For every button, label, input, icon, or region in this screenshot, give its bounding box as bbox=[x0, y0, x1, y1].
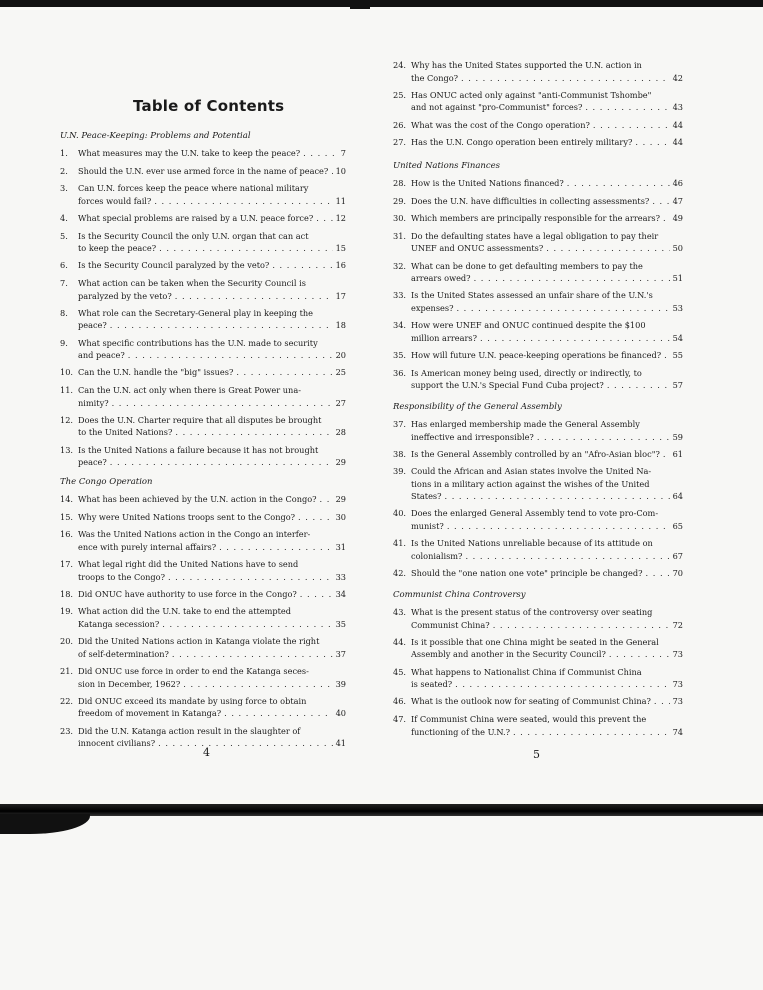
leader-dots bbox=[465, 550, 669, 563]
toc-entry[interactable] bbox=[393, 89, 683, 114]
entry-number: 29. bbox=[393, 195, 407, 206]
leader-dots bbox=[168, 571, 333, 584]
leader-dots bbox=[224, 707, 332, 720]
entry-page-number: 44 bbox=[672, 119, 683, 130]
toc-entry[interactable] bbox=[60, 230, 346, 255]
entry-question: paralyzed by the veto? bbox=[78, 290, 172, 301]
entry-question: What action can be taken when the Security Council is bbox=[78, 278, 306, 288]
toc-entry[interactable] bbox=[60, 493, 346, 506]
leader-dots bbox=[316, 212, 332, 225]
toc-entry[interactable] bbox=[393, 418, 683, 443]
entry-page-number: 67 bbox=[672, 550, 683, 561]
entry-page-number: 65 bbox=[672, 520, 683, 531]
page-title: Table of Contents bbox=[133, 97, 285, 115]
entry-question: What measures may the U.N. take to keep the peace? bbox=[78, 148, 301, 158]
entry-number: 33. bbox=[393, 290, 407, 301]
entry-page-number: 35 bbox=[335, 618, 346, 629]
toc-entry[interactable] bbox=[60, 337, 346, 362]
entry-page-number: 31 bbox=[335, 541, 346, 552]
leader-dots bbox=[298, 511, 333, 524]
entry-question: innocent civilians? bbox=[78, 738, 156, 749]
entry-number: 6. bbox=[60, 260, 68, 271]
entry-number: 5. bbox=[60, 230, 68, 241]
leader-dots bbox=[607, 379, 670, 392]
entry-question: If Communist China were seated, would this prevent the bbox=[411, 714, 647, 724]
entry-question: What is the outlook now for seating of Communist China? bbox=[411, 696, 651, 707]
toc-entry[interactable] bbox=[393, 212, 683, 225]
entry-question: Katanga secession? bbox=[78, 618, 160, 629]
toc-entry[interactable] bbox=[393, 567, 683, 580]
toc-entry[interactable] bbox=[60, 665, 346, 690]
entry-page-number: 33 bbox=[335, 571, 346, 582]
entry-number: 18. bbox=[60, 588, 74, 599]
entry-question: to keep the peace? bbox=[78, 243, 157, 254]
entry-page-number: 42 bbox=[672, 72, 683, 83]
entry-question: Was the United Nations action in the Congo an interfer- bbox=[78, 529, 311, 540]
toc-entry[interactable] bbox=[60, 147, 346, 160]
entry-question: Does the U.N. Charter require that all disputes be brought bbox=[78, 414, 322, 425]
toc-entry[interactable] bbox=[393, 319, 683, 344]
entry-page-number: 49 bbox=[672, 213, 683, 224]
entry-question: Why has the United States supported the U.N. action in bbox=[411, 60, 642, 70]
entry-question: What happens to Nationalist China if Communist China bbox=[411, 666, 642, 677]
entry-question: States? bbox=[411, 491, 442, 502]
entry-page-number: 51 bbox=[672, 273, 683, 284]
leader-dots bbox=[331, 165, 332, 178]
toc-entry[interactable] bbox=[393, 367, 683, 392]
toc-entry[interactable] bbox=[393, 195, 683, 208]
entry-number: 37. bbox=[393, 419, 407, 429]
toc-entry[interactable] bbox=[393, 177, 683, 190]
entry-page-number: 11 bbox=[335, 195, 346, 206]
entry-number: 14. bbox=[60, 494, 74, 504]
entry-page-number: 73 bbox=[672, 679, 683, 690]
toc-entry[interactable] bbox=[60, 558, 346, 583]
entry-number: 38. bbox=[393, 448, 407, 459]
entry-question: and not against "pro-Communist" forces? bbox=[411, 102, 583, 113]
leader-dots bbox=[546, 242, 669, 255]
leader-dots bbox=[654, 695, 670, 708]
entry-number: 3. bbox=[60, 183, 68, 194]
leader-dots bbox=[110, 456, 333, 469]
entry-page-number: 17 bbox=[335, 290, 346, 301]
bottom-edge-curl bbox=[0, 814, 90, 834]
entry-number: 16. bbox=[60, 529, 74, 540]
entry-page-number: 57 bbox=[672, 380, 683, 391]
entry-question: tions in a military action against the wishes of the United bbox=[411, 478, 650, 489]
entry-question: Is the Security Council the only U.N. organ that can act bbox=[78, 230, 309, 241]
entry-page-number: 30 bbox=[335, 511, 346, 522]
leader-dots bbox=[480, 332, 670, 345]
leader-dots bbox=[300, 588, 333, 601]
section-heading: Responsibility of the General Assembly bbox=[393, 402, 562, 412]
entry-number: 25. bbox=[393, 89, 407, 100]
leader-dots bbox=[175, 426, 332, 439]
entry-number: 31. bbox=[393, 230, 407, 241]
toc-entry[interactable] bbox=[393, 636, 683, 661]
entry-number: 39. bbox=[393, 466, 407, 477]
leader-dots bbox=[128, 349, 333, 362]
entry-page-number: 7 bbox=[340, 148, 346, 158]
entry-question: Which members are principally responsible for the arrears? bbox=[411, 213, 660, 224]
entry-question: ineffective and irresponsible? bbox=[411, 431, 534, 442]
leader-dots bbox=[303, 147, 338, 160]
toc-entry[interactable] bbox=[60, 414, 346, 439]
entry-question: Is American money being used, directly or indirectly, to bbox=[411, 367, 642, 378]
toc-entry[interactable] bbox=[60, 444, 346, 469]
entry-page-number: 41 bbox=[335, 738, 346, 749]
entry-number: 36. bbox=[393, 367, 407, 378]
entry-number: 4. bbox=[60, 213, 68, 223]
entry-question: and peace? bbox=[78, 350, 125, 361]
entry-number: 1. bbox=[60, 148, 68, 158]
entry-question: Did ONUC exceed its mandate by using force to obtain bbox=[78, 695, 307, 706]
entry-question: What legal right did the United Nations have to send bbox=[78, 559, 299, 569]
bottom-edge-bar bbox=[0, 804, 763, 816]
entry-number: 13. bbox=[60, 444, 74, 455]
toc-entry[interactable] bbox=[60, 307, 346, 332]
entry-number: 2. bbox=[60, 165, 68, 176]
toc-entry[interactable] bbox=[60, 165, 346, 178]
entry-question: Is it possible that one China might be seated in the General bbox=[411, 636, 659, 647]
entry-question: ence with purely internal affairs? bbox=[78, 541, 217, 552]
entry-question: What action did the U.N. take to end the attempted bbox=[78, 606, 292, 617]
entry-page-number: 39 bbox=[335, 678, 346, 689]
entry-number: 40. bbox=[393, 508, 407, 519]
toc-entry[interactable] bbox=[60, 277, 346, 302]
entry-number: 11. bbox=[60, 385, 74, 395]
entry-page-number: 61 bbox=[672, 448, 683, 459]
entry-question: Is the United Nations unreliable because of its attitude on bbox=[411, 538, 653, 549]
toc-entry[interactable] bbox=[393, 289, 683, 314]
toc-entry[interactable] bbox=[60, 635, 346, 660]
entry-page-number: 34 bbox=[335, 588, 346, 599]
entry-number: 43. bbox=[393, 607, 407, 617]
entry-page-number: 18 bbox=[335, 320, 346, 331]
entry-question: Could the African and Asian states involve the United Na- bbox=[411, 466, 652, 477]
toc-entry[interactable] bbox=[60, 695, 346, 720]
entry-question: Should the "one nation one vote" principle be changed? bbox=[411, 568, 643, 578]
entry-question: Can the U.N. act only when there is Great Power una- bbox=[78, 385, 301, 395]
entry-page-number: 12 bbox=[335, 213, 346, 223]
entry-question: functioning of the U.N.? bbox=[411, 726, 510, 737]
leader-dots bbox=[513, 726, 670, 739]
leader-dots bbox=[112, 397, 333, 410]
leader-dots bbox=[567, 177, 670, 190]
entry-question: forces would fail? bbox=[78, 195, 152, 206]
entry-question: to the United Nations? bbox=[78, 427, 173, 438]
entry-number: 46. bbox=[393, 696, 407, 707]
entry-number: 21. bbox=[60, 666, 74, 676]
toc-entry[interactable] bbox=[60, 511, 346, 524]
entry-page-number: 29 bbox=[335, 457, 346, 468]
entry-page-number: 53 bbox=[672, 302, 683, 313]
entry-question: the Congo? bbox=[411, 72, 459, 83]
toc-entry[interactable] bbox=[393, 537, 683, 562]
entry-question: troops to the Congo? bbox=[78, 571, 165, 582]
entry-number: 27. bbox=[393, 137, 407, 148]
leader-dots bbox=[172, 648, 333, 661]
entry-number: 44. bbox=[393, 636, 407, 647]
top-edge-bar bbox=[0, 0, 763, 7]
entry-question: colonialism? bbox=[411, 550, 463, 561]
leader-dots bbox=[162, 618, 332, 631]
left-page-number: 4 bbox=[203, 746, 210, 759]
toc-entry[interactable] bbox=[393, 136, 683, 149]
leader-dots bbox=[154, 195, 332, 208]
leader-dots bbox=[159, 242, 332, 255]
entry-number: 15. bbox=[60, 511, 74, 522]
entry-page-number: 40 bbox=[335, 708, 346, 719]
entry-question: Is the United States assessed an unfair share of the U.N.'s bbox=[411, 290, 653, 301]
entry-number: 12. bbox=[60, 414, 74, 425]
leader-dots bbox=[664, 349, 669, 362]
entry-number: 17. bbox=[60, 559, 74, 569]
entry-page-number: 16 bbox=[335, 260, 346, 271]
entry-page-number: 27 bbox=[335, 397, 346, 408]
leader-dots bbox=[663, 448, 670, 461]
top-edge-notch bbox=[350, 5, 370, 9]
entry-page-number: 73 bbox=[672, 696, 683, 707]
toc-entry[interactable] bbox=[393, 713, 683, 738]
entry-question: expenses? bbox=[411, 302, 454, 313]
leader-dots bbox=[445, 490, 670, 503]
leader-dots bbox=[320, 493, 333, 506]
leader-dots bbox=[455, 678, 669, 691]
entry-page-number: 50 bbox=[672, 243, 683, 254]
entry-page-number: 20 bbox=[335, 350, 346, 361]
entry-page-number: 64 bbox=[672, 491, 683, 502]
entry-question: million arrears? bbox=[411, 332, 477, 343]
leader-dots bbox=[110, 319, 333, 332]
section-heading: United Nations Finances bbox=[393, 161, 501, 171]
entry-number: 28. bbox=[393, 178, 407, 188]
entry-question: Does the enlarged General Assembly tend to vote pro-Com- bbox=[411, 508, 659, 519]
entry-page-number: 25 bbox=[335, 367, 346, 378]
entry-question: Did the U.N. Katanga action result in the slaughter of bbox=[78, 725, 301, 736]
entry-question: What has been achieved by the U.N. action in the Congo? bbox=[78, 494, 317, 504]
entry-question: Do the defaulting states have a legal obligation to pay their bbox=[411, 230, 659, 241]
toc-entry[interactable] bbox=[393, 349, 683, 362]
entry-question: Communist China? bbox=[411, 619, 490, 630]
entry-number: 22. bbox=[60, 695, 74, 706]
toc-entry[interactable] bbox=[393, 59, 683, 84]
entry-question: nimity? bbox=[78, 397, 109, 408]
entry-number: 26. bbox=[393, 119, 407, 130]
entry-question: How is the United Nations financed? bbox=[411, 178, 564, 188]
entry-question: Did ONUC have authority to use force in the Congo? bbox=[78, 588, 297, 599]
entry-question: munist? bbox=[411, 520, 444, 531]
entry-question: Can U.N. forces keep the peace where national military bbox=[78, 183, 309, 194]
leader-dots bbox=[175, 290, 333, 303]
entry-question: Has the U.N. Congo operation been entirely military? bbox=[411, 137, 633, 148]
leader-dots bbox=[635, 136, 669, 149]
toc-entry[interactable] bbox=[60, 528, 346, 553]
entry-number: 35. bbox=[393, 350, 407, 360]
toc-entry[interactable] bbox=[393, 666, 683, 691]
entry-number: 9. bbox=[60, 337, 68, 348]
entry-number: 34. bbox=[393, 320, 407, 331]
entry-number: 24. bbox=[393, 60, 407, 70]
leader-dots bbox=[646, 567, 670, 580]
entry-question: Has enlarged membership made the General Assembly bbox=[411, 419, 640, 429]
toc-entry[interactable] bbox=[60, 212, 346, 225]
entry-page-number: 73 bbox=[672, 649, 683, 660]
leader-dots bbox=[593, 119, 670, 132]
entry-question: Is the Security Council paralyzed by the veto? bbox=[78, 260, 270, 271]
leader-dots bbox=[236, 366, 332, 379]
entry-page-number: 10 bbox=[335, 165, 346, 176]
leader-dots bbox=[537, 431, 670, 444]
entry-page-number: 37 bbox=[335, 648, 346, 659]
entry-question: Has ONUC acted only against "anti-Communist Tshombe" bbox=[411, 89, 652, 100]
entry-number: 45. bbox=[393, 666, 407, 677]
entry-number: 8. bbox=[60, 307, 68, 318]
entry-question: peace? bbox=[78, 320, 107, 331]
entry-question: sion in December, 1962? bbox=[78, 678, 181, 689]
entry-page-number: 55 bbox=[672, 350, 683, 360]
leader-dots bbox=[219, 541, 332, 554]
leader-dots bbox=[609, 648, 670, 661]
entry-question: What is the present status of the controversy over seating bbox=[411, 607, 653, 617]
entry-page-number: 29 bbox=[335, 494, 346, 504]
entry-question: Is the United Nations a failure because it has not brought bbox=[78, 444, 319, 455]
toc-entry[interactable] bbox=[393, 465, 683, 503]
right-page-number: 5 bbox=[533, 748, 540, 761]
entry-question: UNEF and ONUC assessments? bbox=[411, 243, 544, 254]
toc-entry[interactable] bbox=[393, 230, 683, 255]
toc-entry[interactable] bbox=[393, 695, 683, 708]
entry-question: Is the General Assembly controlled by an "Afro-Asian bloc"? bbox=[411, 448, 660, 459]
entry-number: 47. bbox=[393, 714, 407, 724]
entry-question: Should the U.N. ever use armed force in the name of peace? bbox=[78, 165, 329, 176]
entry-question: peace? bbox=[78, 457, 107, 468]
leader-dots bbox=[272, 259, 332, 272]
entry-question: What can be done to get defaulting members to pay the bbox=[411, 260, 643, 271]
entry-number: 19. bbox=[60, 606, 74, 617]
entry-number: 32. bbox=[393, 260, 407, 271]
entry-question: What special problems are raised by a U.N. peace force? bbox=[78, 213, 314, 223]
entry-page-number: 44 bbox=[672, 137, 683, 148]
toc-entry[interactable] bbox=[393, 448, 683, 461]
entry-page-number: 59 bbox=[672, 431, 683, 442]
toc-entry[interactable] bbox=[60, 384, 346, 409]
leader-dots bbox=[158, 737, 332, 750]
leader-dots bbox=[456, 302, 669, 315]
toc-entry[interactable] bbox=[60, 259, 346, 272]
leader-dots bbox=[474, 272, 670, 285]
toc-entry[interactable] bbox=[393, 507, 683, 532]
entry-number: 42. bbox=[393, 568, 407, 578]
toc-entry[interactable] bbox=[393, 119, 683, 132]
entry-number: 30. bbox=[393, 213, 407, 224]
leader-dots bbox=[652, 195, 669, 208]
entry-question: How were UNEF and ONUC continued despite the $100 bbox=[411, 320, 646, 331]
toc-entry[interactable] bbox=[393, 606, 683, 631]
entry-number: 10. bbox=[60, 367, 74, 378]
entry-question: Does the U.N. have difficulties in collecting assessments? bbox=[411, 195, 650, 206]
entry-page-number: 47 bbox=[672, 195, 683, 206]
toc-entry[interactable] bbox=[60, 588, 346, 601]
entry-question: How will future U.N. peace-keeping operations be financed? bbox=[411, 350, 662, 360]
entry-question: Assembly and another in the Security Council? bbox=[411, 649, 606, 660]
entry-question: Can the U.N. handle the "big" issues? bbox=[78, 367, 234, 378]
toc-entry[interactable] bbox=[60, 366, 346, 379]
entry-question: Did the United Nations action in Katanga violate the right bbox=[78, 636, 320, 647]
toc-entry[interactable] bbox=[393, 260, 683, 285]
section-heading: U.N. Peace-Keeping: Problems and Potential bbox=[60, 131, 251, 141]
entry-number: 23. bbox=[60, 725, 74, 736]
entry-question: What was the cost of the Congo operation? bbox=[411, 119, 590, 130]
entry-page-number: 43 bbox=[672, 102, 683, 113]
leader-dots bbox=[493, 619, 670, 632]
toc-entry[interactable] bbox=[60, 182, 346, 207]
leader-dots bbox=[461, 72, 670, 85]
entry-page-number: 74 bbox=[672, 726, 683, 737]
entry-page-number: 72 bbox=[672, 619, 683, 630]
entry-question: What specific contributions has the U.N. made to security bbox=[78, 337, 318, 348]
entry-question: arrears owed? bbox=[411, 273, 471, 284]
section-heading: Communist China Controversy bbox=[393, 590, 526, 600]
entry-page-number: 15 bbox=[335, 243, 346, 254]
entry-number: 7. bbox=[60, 278, 68, 288]
entry-question: freedom of movement in Katanga? bbox=[78, 708, 222, 719]
entry-question: of self-determination? bbox=[78, 648, 169, 659]
leader-dots bbox=[183, 678, 332, 691]
toc-entry[interactable] bbox=[60, 605, 346, 630]
entry-page-number: 70 bbox=[672, 568, 683, 578]
leader-dots bbox=[447, 520, 670, 533]
entry-question: What role can the Secretary-General play in keeping the bbox=[78, 307, 314, 318]
section-heading: The Congo Operation bbox=[60, 477, 153, 487]
entry-number: 20. bbox=[60, 636, 74, 647]
entry-question: Did ONUC use force in order to end the Katanga seces- bbox=[78, 666, 309, 676]
entry-page-number: 28 bbox=[335, 427, 346, 438]
entry-question: Why were United Nations troops sent to the Congo? bbox=[78, 511, 296, 522]
entry-number: 41. bbox=[393, 538, 407, 549]
entry-page-number: 46 bbox=[672, 178, 683, 188]
leader-dots bbox=[663, 212, 670, 225]
entry-question: is seated? bbox=[411, 679, 453, 690]
entry-page-number: 54 bbox=[672, 332, 683, 343]
leader-dots bbox=[585, 101, 669, 114]
entry-question: support the U.N.'s Special Fund Cuba project? bbox=[411, 380, 604, 391]
